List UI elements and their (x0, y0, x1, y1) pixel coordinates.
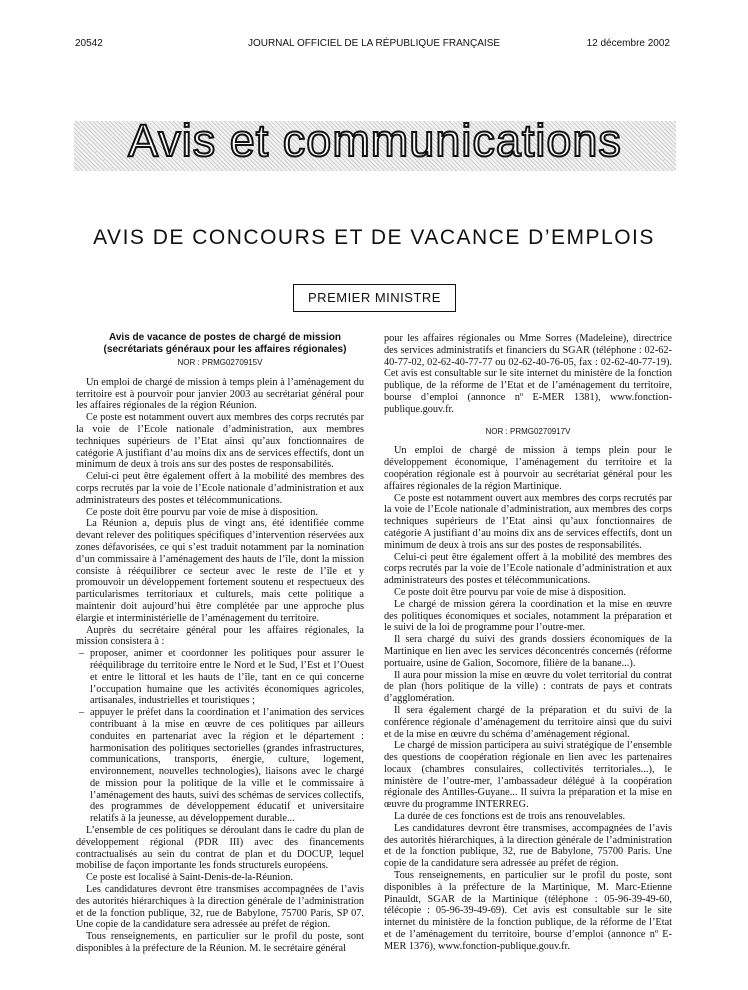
paragraph: Le chargé de mission participera au suivi stratégique de l’ensemble des questions de coopération régionale en lien avec les partenaires locaux (chambres consulaires, collectivités territoriales...), le ministère de l’outre-mer, l’ambassadeur délégué à la coopération régionale des Antilles-Guyane... Il suivra la préparation et la mise en œuvre du programme INTERREG. (384, 740, 672, 811)
paragraph: Celui-ci peut être également offert à la mobilité des membres des corps recrutés par la voie de l’Ecole nationale d’administration et aux administrateurs des postes et télécommunications. (384, 551, 672, 587)
list-item: – appuyer le préfet dans la coordination et l’animation des services contribuant à la mise en œuvre de ces politiques par ailleurs conduites en partenariat avec la région et le département : harmonisation des politiques sectorielles (grandes infrastructures, communications, transports, énergie, culture, logement, environnement, nouvelles technologies), liaisons avec le chargé de mission pour la politique de la ville et le commissaire à l’aménagement des hauts, suivi des schémas de services collectifs, des programmes de développement éducatif et universitaire relatifs à la jeunesse, au développement durable... (76, 707, 364, 825)
mission-list (76, 648, 364, 825)
paragraph: Tous renseignements, en particulier sur le profil du poste, sont disponibles à la préfecture de la Martinique, M. Marc-Etienne Pinauldt, SGAR de la Martinique (téléphone : 05-96-39-49-60, télécopie : 05-96-39-49-69). Cet avis est consultable sur le site internet du ministère de la fonction publique, de la réforme de l’Etat et de l’aménagement du territoire, bourse d’emploi (annonce nº E-MER 1376), www.fonction-publique.gouv.fr. (384, 870, 672, 952)
paragraph: Ce poste est notamment ouvert aux membres des corps recrutés par la voie de l’Ecole nationale d’administration, aux membres des corps techniques supérieurs de l’Etat ainsi qu’aux fonctionnaires de catégorie A justifiant d’au moins dix ans de services effectifs, dont un minimum de deux à trois ans sur des postes de responsabilités. (384, 492, 672, 551)
publication-date: 12 décembre 2002 (586, 38, 670, 49)
article-title-line1: Avis de vacance de postes de chargé de mission (109, 332, 341, 343)
left-column (76, 332, 364, 955)
paragraph: Un emploi de chargé de mission à temps plein à l’aménagement du territoire est à pourvoir pour janvier 2003 au secrétariat général pour les affaires régionales de la région Réunion. (76, 376, 364, 412)
banner-title: Avis et communications (128, 115, 622, 166)
list-item: – proposer, animer et coordonner les politiques pour assurer le rééquilibrage du territoire entre le Nord et le Sud, l’Est et l’Ouest et entre le littoral et les hauts de l’île, tant en ce qui concerne l’occupation humaine que les activités économiques agricoles, artisanales, industrielles et touristiques ; (76, 648, 364, 707)
paragraph: La durée de ces fonctions est de trois ans renouvelables. (394, 811, 626, 823)
paragraph: Les candidatures devront être transmises, accompagnées de l’avis des autorités hiérarchiques, à la direction générale de l’administration et de la fonction publique, 32, rue de Babylone, 75700 Paris. Une copie de la candidature sera adressée au préfet de région. (384, 822, 672, 870)
right-column (384, 333, 672, 953)
section-title: AVIS DE CONCOURS ET DE VACANCE D’EMPLOIS (93, 226, 655, 249)
paragraph: Les candidatures devront être transmises accompagnées de l’avis des autorités hiérarchiques à la direction générale de l’administration et de la fonction publique, 32, rue de Babylone, 75700 Paris, SP 07. Une copie de la candidature sera adressée au préfet de région. (76, 884, 364, 931)
paragraph: pour les affaires régionales ou Mme Sorres (Madeleine), directrice des services administratifs et financiers du SGAR (téléphone : 02-62-40-77-02, 02-62-40-77-77 ou 02-62-40-76-05, fax : 02-62-40-77-19). Cet avis est consultable sur le site internet du ministère de la fonction publique, de la réforme de l’Etat et de l’aménagement du territoire, bourse d’emploi (annonce nº E-MER 1381), www.fonction-publique.gouv.fr. (384, 333, 672, 415)
nor-reference: NOR : PRMG0270915V (177, 358, 263, 367)
paragraph: Il sera chargé du suivi des grands dossiers économiques de la Martinique en lien avec les services déconcentrés concernés (réforme portuaire, usine de Galion, Socomore, filière de la banane...). (384, 634, 672, 669)
journal-title: JOURNAL OFFICIEL DE LA RÉPUBLIQUE FRANÇAISE (247, 38, 501, 49)
paragraph: Ce poste est notamment ouvert aux membres des corps recrutés par la voie de l’Ecole nationale d’administration, aux membres techniques supérieurs de l’Etat ainsi qu’aux fonctionnaires de catégorie A justifiant d’au moins dix ans de services effectifs, dont un minimum de deux à trois ans sur des postes de responsabilités. (76, 412, 364, 471)
article-title-line2: (secrétariats généraux pour les affaires régionales) (103, 343, 347, 355)
paragraph: Il aura pour mission la mise en œuvre du volet territorial du contrat de plan (hors politique de la ville) : contrats de pays et contrats d’agglomération. (384, 669, 672, 705)
paragraph: Un emploi de chargé de mission à temps plein pour le développement économique, l’aménagement du territoire et la coopération régionale est à pourvoir au secrétariat général pour les affaires régionales de la région Martinique. (384, 445, 672, 492)
paragraph: Il sera également chargé de la préparation et du suivi de la conférence régionale d’aménagement du territoire ainsi que du suivi et de la mise en œuvre du schéma d’aménagement régional. (384, 704, 672, 740)
paragraph: L’ensemble de ces politiques se déroulant dans le cadre du plan de développement régional (PDR III) avec des financements contractualisés au sein du contrat de plan et du DOCUP, lequel mobilise de façon importante les fonds structurels européens. (76, 825, 364, 872)
paragraph: Ce poste est localisé à Saint-Denis-de-la-Réunion. (86, 872, 294, 884)
paragraph: Le chargé de mission gérera la coordination et la mise en œuvre des politiques économiques et sociales, notamment la préparation et le suivi de la loi de programme pour l’outre-mer. (384, 598, 672, 634)
section-banner (74, 115, 676, 171)
paragraph: Ce poste doit être pourvu par voie de mise à disposition. (86, 506, 318, 518)
paragraph: Ce poste doit être pourvu par voie de mise à disposition. (394, 586, 626, 598)
paragraph: Auprès du secrétaire général pour les affaires régionales, la mission consistera à : (76, 624, 364, 648)
page-number: 20542 (75, 38, 103, 49)
paragraph: Celui-ci peut être également offert à la mobilité des membres des corps recrutés par la voie de l’Ecole nationale d’administration et aux administrateurs des postes et télécommunications. (76, 471, 364, 506)
nor-reference: NOR : PRMG0270917V (485, 426, 571, 436)
paragraph: La Réunion a, depuis plus de vingt ans, été identifiée comme devant relever des politiques spécifiques d’intervention réservées aux zones défavorisées, ce qui s’est traduit notamment par la nomination d’un commissaire à l’aménagement des hauts de l’île, dont la mission consiste à rééquilibrer ce secteur avec le reste de l’île et y promouvoir un développement fortement soutenu et respectueux des particularismes territoriaux et culturels, mais cette politique a maintenir doit aujourd’hui être complétée par une approche plus élargie et interministérielle de l’aménagement du territoire. (76, 518, 364, 624)
ministry-label: PREMIER MINISTRE (293, 284, 456, 312)
paragraph: Tous renseignements, en particulier sur le profil du poste, sont disponibles à la préfecture de la Réunion. M. le secrétaire général (76, 931, 364, 955)
